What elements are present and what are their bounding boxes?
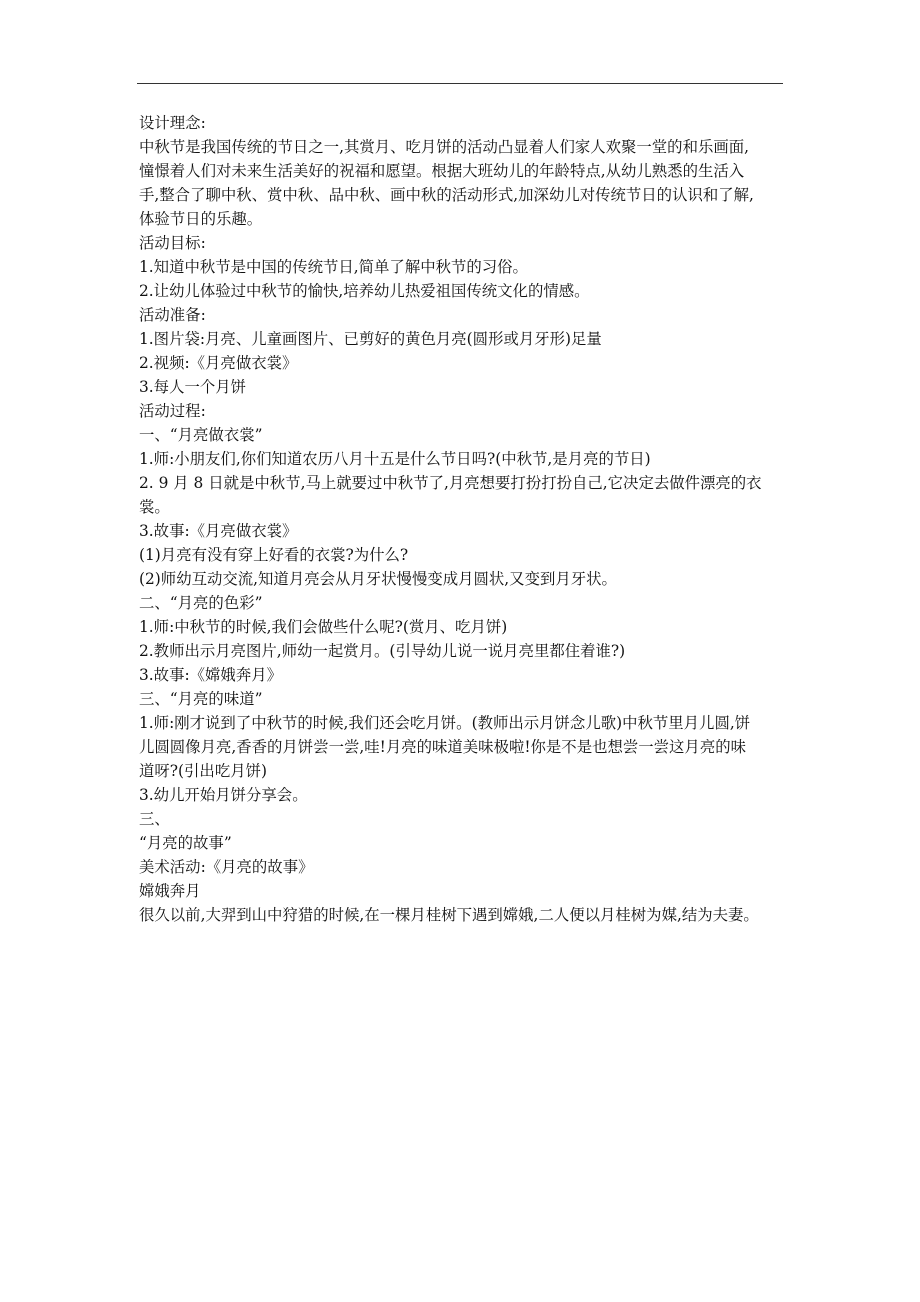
section-heading: 三、“月亮的味道”: [139, 690, 263, 708]
section-number: 三、: [139, 810, 170, 828]
list-item: 1.师:中秋节的时候,我们会做些什么呢?(赏月、吃月饼): [139, 618, 508, 636]
header-rule: [137, 83, 783, 84]
document-body: [139, 111, 791, 927]
list-item: 3.每人一个月饼: [139, 378, 247, 396]
paragraph-line: 中秋节是我国传统的节日之一,其赏月、吃月饼的活动凸显着人们家人欢聚一堂的和乐画面,: [139, 138, 750, 156]
story-title: 嫦娥奔月: [139, 882, 201, 900]
section-heading: “月亮的故事”: [139, 834, 232, 852]
list-item: 2. 9 月 8 日就是中秋节,马上就要过中秋节了,月亮想要打扮打扮自己,它决定去做件漂亮的衣: [139, 474, 762, 492]
sub-list-item: (1)月亮有没有穿上好看的衣裳?为什么?: [139, 546, 409, 564]
list-item: 1.图片袋:月亮、儿童画图片、已剪好的黄色月亮(圆形或月牙形)足量: [139, 330, 602, 348]
heading-activity-process: 活动过程:: [139, 402, 206, 420]
story-paragraph: 很久以前,大羿到山中狩猎的时候,在一棵月桂树下遇到嫦娥,二人便以月桂树为媒,结为夫妻。: [139, 906, 759, 924]
art-activity-line: 美术活动:《月亮的故事》: [139, 858, 314, 876]
list-item: 1.师:小朋友们,你们知道农历八月十五是什么节日吗?(中秋节,是月亮的节日): [139, 450, 651, 468]
paragraph-line: 体验节日的乐趣。: [139, 210, 263, 228]
list-item-continued: 道呀?(引出吃月饼): [139, 762, 267, 780]
list-item: 3.故事:《嫦娥奔月》: [139, 666, 282, 684]
list-item: 2.让幼儿体验过中秋节的愉快,培养幼儿热爱祖国传统文化的情感。: [139, 282, 590, 300]
list-item: 2.教师出示月亮图片,师幼一起赏月。(引导幼儿说一说月亮里都住着谁?): [139, 642, 626, 660]
heading-design-concept: 设计理念:: [139, 114, 206, 132]
list-item-continued: 裳。: [139, 498, 170, 516]
heading-activity-preparation: 活动准备:: [139, 306, 206, 324]
section-heading: 一、“月亮做衣裳”: [139, 426, 263, 444]
list-item: 2.视频:《月亮做衣裳》: [139, 354, 298, 372]
paragraph-line: 憧憬着人们对未来生活美好的祝福和愿望。根据大班幼儿的年龄特点,从幼儿熟悉的生活入: [139, 162, 745, 180]
section-heading: 二、“月亮的色彩”: [139, 594, 263, 612]
list-item: 1.知道中秋节是中国的传统节日,简单了解中秋节的习俗。: [139, 258, 528, 276]
list-item: 3.幼儿开始月饼分享会。: [139, 786, 308, 804]
heading-activity-goals: 活动目标:: [139, 234, 206, 252]
paragraph-line: 手,整合了聊中秋、赏中秋、品中秋、画中秋的活动形式,加深幼儿对传统节日的认识和了解,: [139, 186, 754, 204]
list-item: 1.师:刚才说到了中秋节的时候,我们还会吃月饼。(教师出示月饼念儿歌)中秋节里月儿圆,饼: [139, 714, 751, 732]
list-item: 3.故事:《月亮做衣裳》: [139, 522, 298, 540]
list-item-continued: 儿圆圆像月亮,香香的月饼尝一尝,哇!月亮的味道美味极啦!你是不是也想尝一尝这月亮的味: [139, 738, 746, 756]
sub-list-item: (2)师幼互动交流,知道月亮会从月牙状慢慢变成月圆状,又变到月牙状。: [139, 570, 617, 588]
